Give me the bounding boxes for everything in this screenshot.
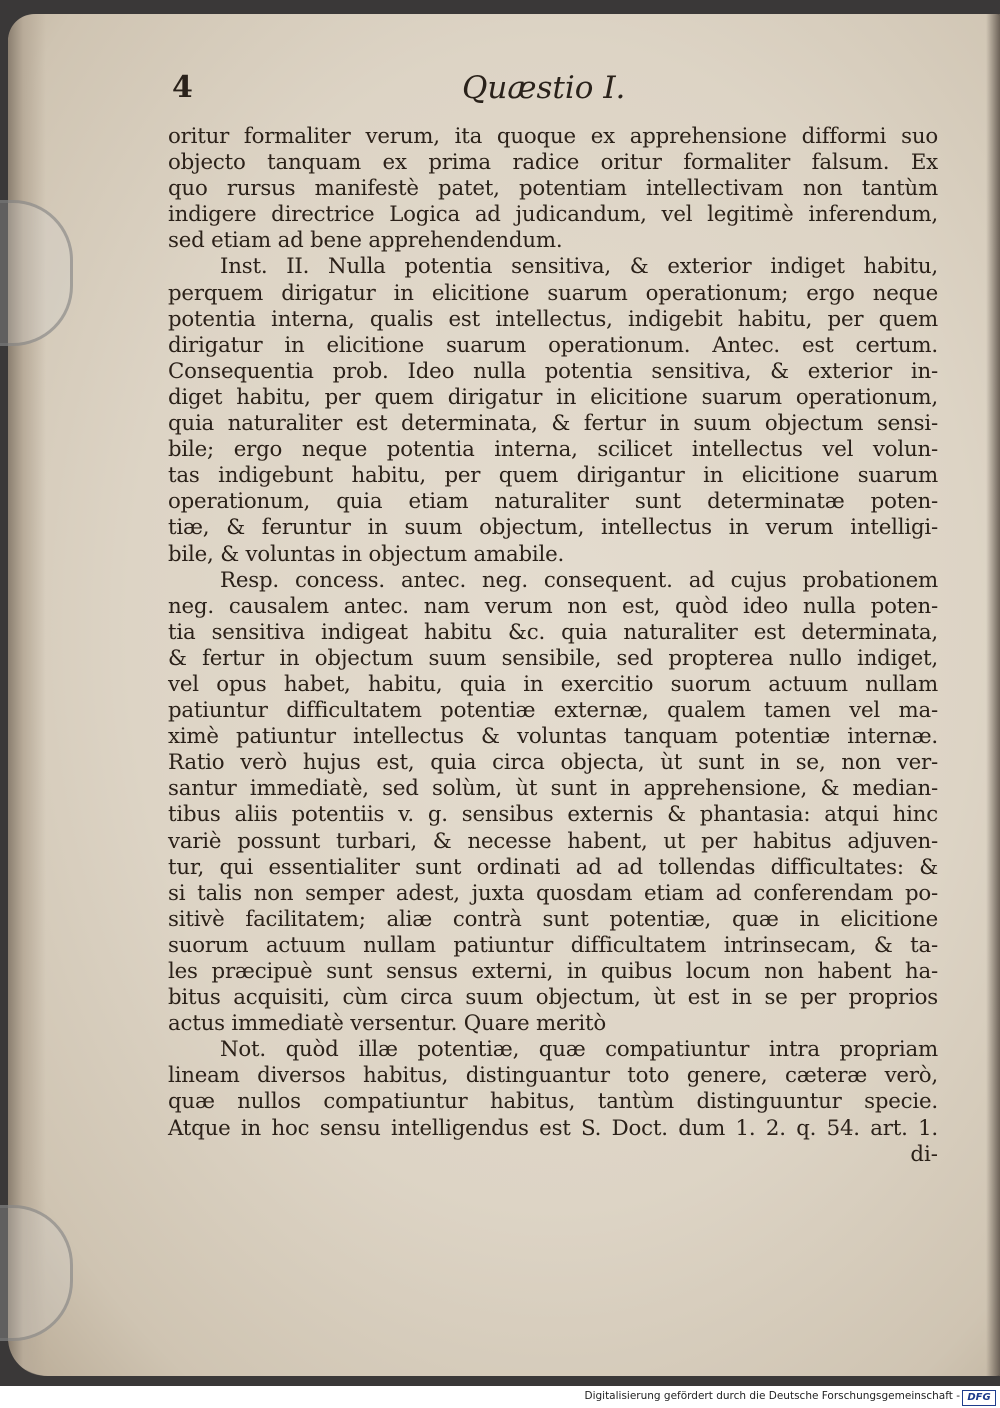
text-line: tia sensitiva indigeat habitu &c. quia naturaliter est determinata, <box>168 619 938 645</box>
text-line: indigere directrice Logica ad judicandum, vel legitimè inferendum, <box>168 202 938 228</box>
text-line: neg. causalem antec. nam verum non est, quòd ideo nulla poten- <box>168 593 938 619</box>
text-line: oritur formaliter verum, ita quoque ex apprehensione difformi suo <box>168 124 938 149</box>
text-line: lineam diversos habitus, distinguantur toto genere, cæteræ verò, <box>168 1063 938 1089</box>
text-line: quo rursus manifestè patet, potentiam intellectivam non tantùm <box>168 176 938 202</box>
body-text <box>168 124 938 1168</box>
text-line: dirigatur in elicitione suarum operationum. Antec. est certum. <box>168 332 938 358</box>
catchword: di- <box>910 1141 938 1167</box>
text-line: Ratio verò hujus est, quia circa objecta, ùt sunt in se, non ver- <box>168 750 938 776</box>
text-line: sed etiam ad bene apprehendendum. <box>168 228 563 254</box>
text-line: sitivè facilitatem; aliæ contrà sunt potentiæ, quæ in elicitione <box>168 906 938 932</box>
page-number: 4 <box>172 70 193 105</box>
text-line: & fertur in objectum suum sensibile, sed propterea nullo indiget, <box>168 645 938 671</box>
text-line: Atque in hoc sensu intelligendus est S. Doct. dum 1. 2. q. 54. art. 1. <box>168 1115 938 1141</box>
text-line: variè possunt turbari, & necesse habent, ut per habitus adjuven- <box>168 828 938 854</box>
text-line: si talis non semper adest, juxta quosdam etiam ad conferendam po- <box>168 880 938 906</box>
text-line: bitus acquisiti, cùm circa suum objectum, ùt est in se per proprios <box>168 985 938 1011</box>
text-line: bile, & voluntas in objectum amabile. <box>168 541 565 567</box>
text-line: tas indigebunt habitu, per quem dirigantur in elicitione suarum <box>168 463 938 489</box>
text-line: actus immediatè versentur. Quare meritò <box>168 1011 606 1037</box>
dfg-logo-icon: DFG <box>962 1390 996 1406</box>
text-line: perquem dirigatur in elicitione suarum operationum; ergo neque <box>168 280 938 306</box>
text-line: suorum actuum nullam patiuntur difficultatem intrinsecam, & ta- <box>168 932 938 958</box>
funding-credit: Digitalisierung gefördert durch die Deutsche Forschungsgemeinschaft - <box>584 1390 960 1402</box>
text-line: tibus aliis potentiis v. g. sensibus externis & phantasia: atqui hinc <box>168 802 938 828</box>
text-line: quia naturaliter est determinata, & fertur in suum objectum sensi- <box>168 411 938 437</box>
text-line: objecto tanquam ex prima radice oritur formaliter falsum. Ex <box>168 150 938 176</box>
text-line: Not. quòd illæ potentiæ, quæ compatiuntur intra propriam <box>220 1037 938 1063</box>
text-line: vel opus habet, habitu, quia in exercitio suorum actuum nullam <box>168 671 938 697</box>
text-line: bile; ergo neque potentia interna, scilicet intellectus vel volun- <box>168 437 938 463</box>
text-line: les præcipuè sunt sensus externi, in quibus locum non habent ha- <box>168 959 938 984</box>
text-line: santur immediatè, sed solùm, ùt sunt in apprehensione, & median- <box>168 776 938 802</box>
digitization-footer <box>0 1386 1000 1408</box>
text-line: ximè patiuntur intellectus & voluntas tanquam potentiæ internæ. <box>168 724 938 750</box>
text-line: quæ nullos compatiuntur habitus, tantùm distinguuntur specie. <box>168 1089 938 1115</box>
text-line: patiuntur difficultatem potentiæ externæ, qualem tamen vel ma- <box>168 698 938 724</box>
page-right-edge <box>986 14 1000 1376</box>
text-line: potentia interna, qualis est intellectus, indigebit habitu, per quem <box>168 306 938 332</box>
running-head: Quæstio I. <box>462 70 626 106</box>
text-line: Inst. II. Nulla potentia sensitiva, & exterior indiget habitu, <box>220 254 938 280</box>
text-line: tur, qui essentialiter sunt ordinati ad ad tollendas difficultates: & <box>168 854 938 880</box>
text-line: Consequentia prob. Ideo nulla potentia sensitiva, & exterior in- <box>168 358 938 384</box>
text-line: diget habitu, per quem dirigatur in elicitione suarum operationum, <box>168 384 938 410</box>
text-line: tiæ, & feruntur in suum objectum, intellectus in verum intelligi- <box>168 515 938 541</box>
text-line: Resp. concess. antec. neg. consequent. ad cujus probationem <box>220 567 938 593</box>
text-line: operationum, quia etiam naturaliter sunt determinatæ poten- <box>168 489 938 515</box>
